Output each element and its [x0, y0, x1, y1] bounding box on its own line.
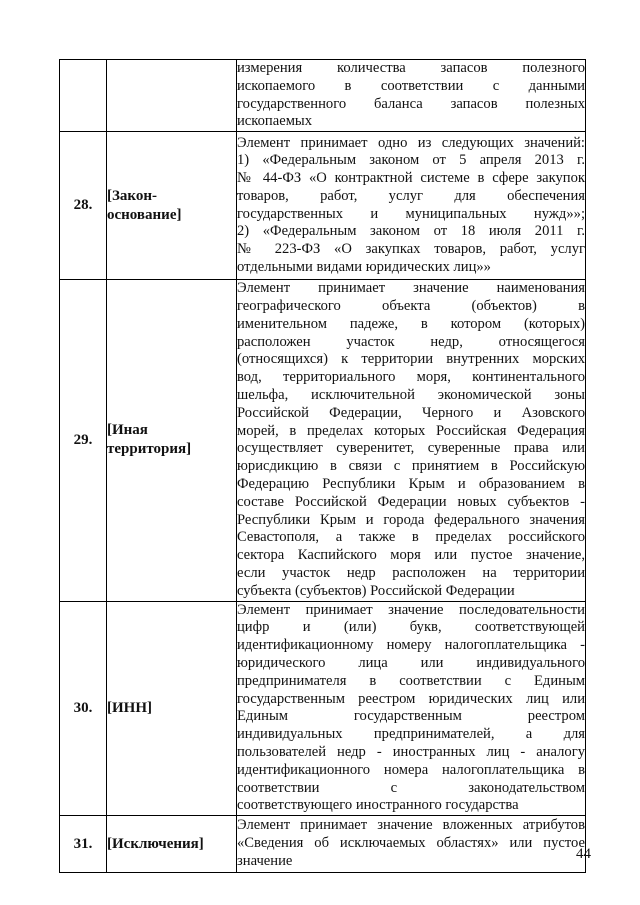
description-line: морей, в пределах которых Российская Федерация [237, 422, 585, 439]
description-line: (относящихся) к территории внутренних морских [237, 351, 585, 368]
description-line: именительном падеже, в котором (которых) [237, 315, 585, 332]
element-description [237, 132, 586, 280]
description-line: ископаемого в соответствии с данными [237, 77, 585, 94]
description-line: Элемент принимает значение наименования [237, 280, 585, 297]
description-line: Российской Федерации, Черного и Азовского [237, 404, 585, 421]
element-description [237, 601, 586, 816]
element-description [237, 280, 586, 601]
description-line: вод, территориального моря, континентального [237, 369, 585, 386]
row-number [60, 60, 107, 132]
description-line: шельфа, исключительной экономической зоны [237, 386, 585, 403]
description-line: идентификационному номеру налогоплательщика - [237, 637, 585, 654]
description-line: «Сведения об исключаемых областях» или пустое [237, 835, 585, 852]
description-line: составе Российской Федерации новых субъектов - [237, 493, 585, 510]
element-name-line: [Закон- [107, 187, 157, 204]
element-name-line: [Иная [107, 422, 148, 439]
description-line: ископаемых [237, 113, 313, 130]
element-description [237, 60, 586, 132]
element-name-line: [ИНН] [107, 699, 152, 716]
description-line: Севастополя, а также в пределах российского [237, 529, 585, 546]
description-line: значение [237, 852, 293, 869]
element-name [107, 601, 237, 816]
attributes-table [59, 59, 586, 873]
page-number: 44 [576, 846, 591, 862]
description-line: Элемент принимает значение последовательности [237, 601, 585, 618]
description-line: индивидуальных предпринимателей, а для [237, 726, 585, 743]
description-line: Элемент принимает значение вложенных атрибутов [237, 817, 585, 834]
description-line: № 223-ФЗ «О закупках товаров, работ, услуг [237, 241, 585, 258]
description-line: Единым государственным реестром [237, 708, 585, 725]
description-line: предпринимателя в соответствии с Единым [237, 672, 585, 689]
element-description [237, 816, 586, 873]
row-number: 31. [60, 816, 107, 873]
element-name [107, 132, 237, 280]
element-name-line: основание] [107, 206, 182, 223]
description-line: расположен участок недр, относящегося [237, 333, 585, 350]
row-number: 29. [60, 280, 107, 601]
description-line: № 44-ФЗ «О контрактной системе в сфере закупок [237, 170, 585, 187]
row-number: 30. [60, 601, 107, 816]
description-line: отдельными видами юридических лиц»» [237, 259, 491, 276]
element-name [107, 60, 237, 132]
description-line: юрисдикцию в связи с принятием в Российскую [237, 458, 585, 475]
description-line: географического объекта (объектов) в [237, 297, 585, 314]
description-line: пользователей недр - иностранных лиц - аналогу [237, 743, 585, 760]
description-line: товаров, работ, услуг для обеспечения [237, 187, 585, 204]
description-line: государственным реестром юридических лиц или [237, 690, 585, 707]
element-name-line: [Исключения] [107, 835, 204, 852]
description-line: осуществляет суверенитет, суверенные права или [237, 440, 585, 457]
description-line: соответствующего иностранного государства [237, 797, 519, 814]
description-line: соответствии с законодательством [237, 779, 585, 796]
description-line: Федерацию Республики Крым и образованием в [237, 475, 585, 492]
table-row [60, 280, 586, 601]
element-name [107, 280, 237, 601]
description-line: 1) «Федеральным законом от 5 апреля 2013 г. [237, 152, 585, 169]
description-line: если участок недр расположен на территории [237, 564, 585, 581]
description-line: цифр и (или) букв, соответствующей [237, 619, 585, 636]
description-line: измерения количества запасов полезного [237, 60, 585, 76]
description-line: субъекта (субъектов) Российской Федерации [237, 582, 515, 599]
element-name-line: территория] [107, 441, 192, 458]
description-line: юридического лица или индивидуального [237, 654, 585, 671]
table-row [60, 132, 586, 280]
table-row [60, 60, 586, 132]
description-line: Республики Крым и города федерального значения [237, 511, 585, 528]
description-line: идентификационного номера налогоплательщика в [237, 761, 585, 778]
description-line: 2) «Федеральным законом от 18 июля 2011 г. [237, 223, 585, 240]
table-row [60, 601, 586, 816]
table-row [60, 816, 586, 873]
description-line: государственных и муниципальных нужд»»; [237, 205, 585, 222]
description-line: сектора Каспийского моря или пустое значение, [237, 547, 585, 564]
description-line: государственного баланса запасов полезных [237, 95, 585, 112]
element-name [107, 816, 237, 873]
row-number: 28. [60, 132, 107, 280]
description-line: Элемент принимает одно из следующих значений: [237, 134, 585, 151]
